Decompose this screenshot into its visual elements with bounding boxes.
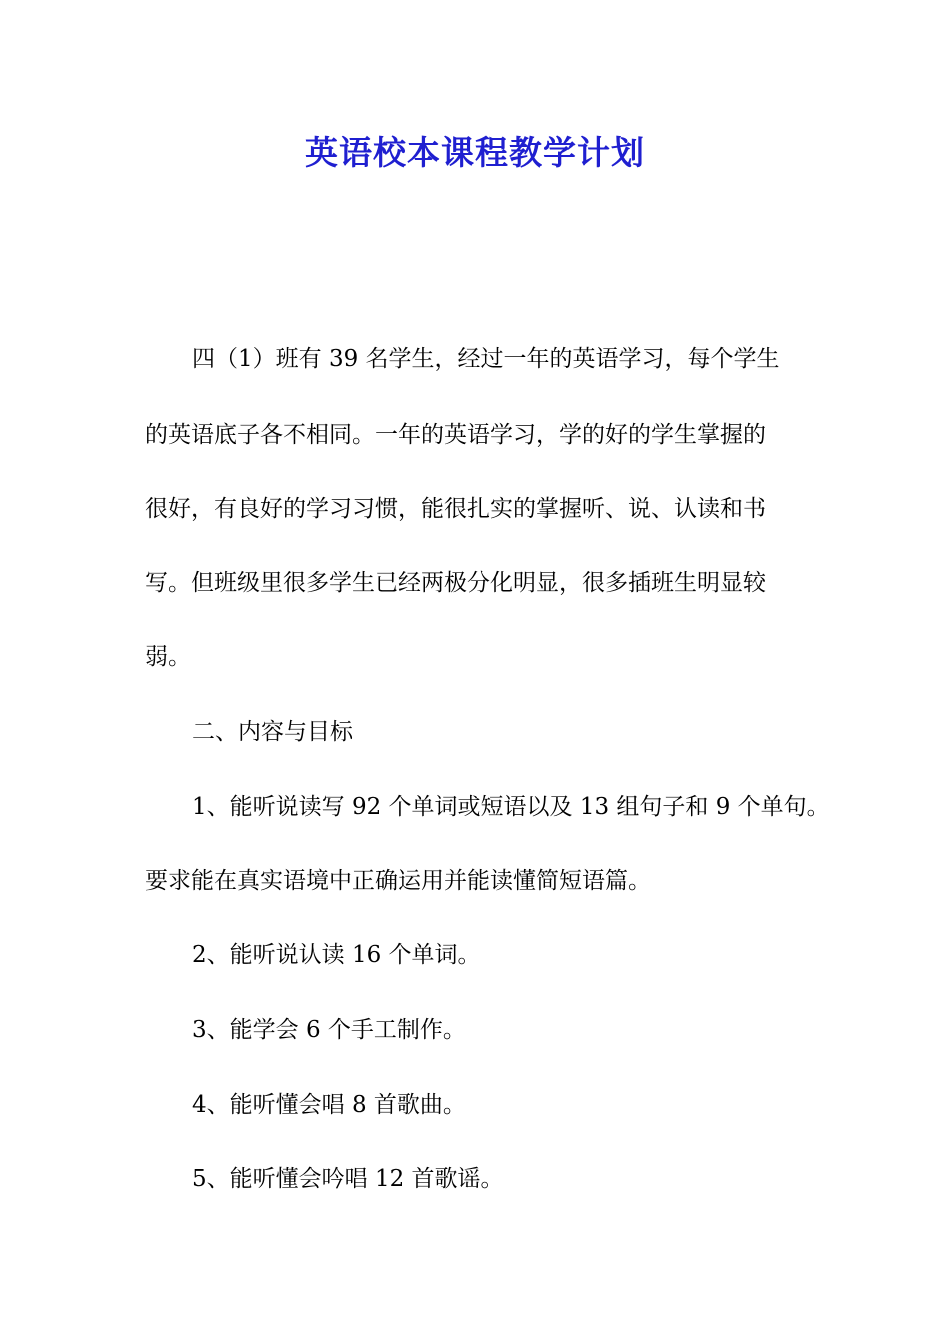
list-item: 4、能听懂会唱 8 首歌曲。 xyxy=(192,1092,466,1118)
document-title: 英语校本课程教学计划 xyxy=(305,133,645,172)
list-item-continuation: 要求能在真实语境中正确运用并能读懂简短语篇。 xyxy=(145,868,651,894)
list-item: 3、能学会 6 个手工制作。 xyxy=(192,1017,466,1043)
section-heading: 二、内容与目标 xyxy=(192,719,353,745)
paragraph-line: 写。但班级里很多学生已经两极分化明显，很多插班生明显较 xyxy=(145,570,766,596)
paragraph-line: 的英语底子各不相同。一年的英语学习，学的好的学生掌握的 xyxy=(145,422,766,448)
paragraph-line: 很好，有良好的学习习惯，能很扎实的掌握听、说、认读和书 xyxy=(145,496,766,522)
list-item: 5、能听懂会吟唱 12 首歌谣。 xyxy=(192,1166,504,1192)
paragraph-line: 四（1）班有 39 名学生，经过一年的英语学习，每个学生 xyxy=(192,346,780,372)
paragraph-line: 弱。 xyxy=(145,644,191,670)
list-item: 1、能听说读写 92 个单词或短语以及 13 组句子和 9 个单句。 xyxy=(192,794,830,820)
list-item: 2、能听说认读 16 个单词。 xyxy=(192,942,481,968)
